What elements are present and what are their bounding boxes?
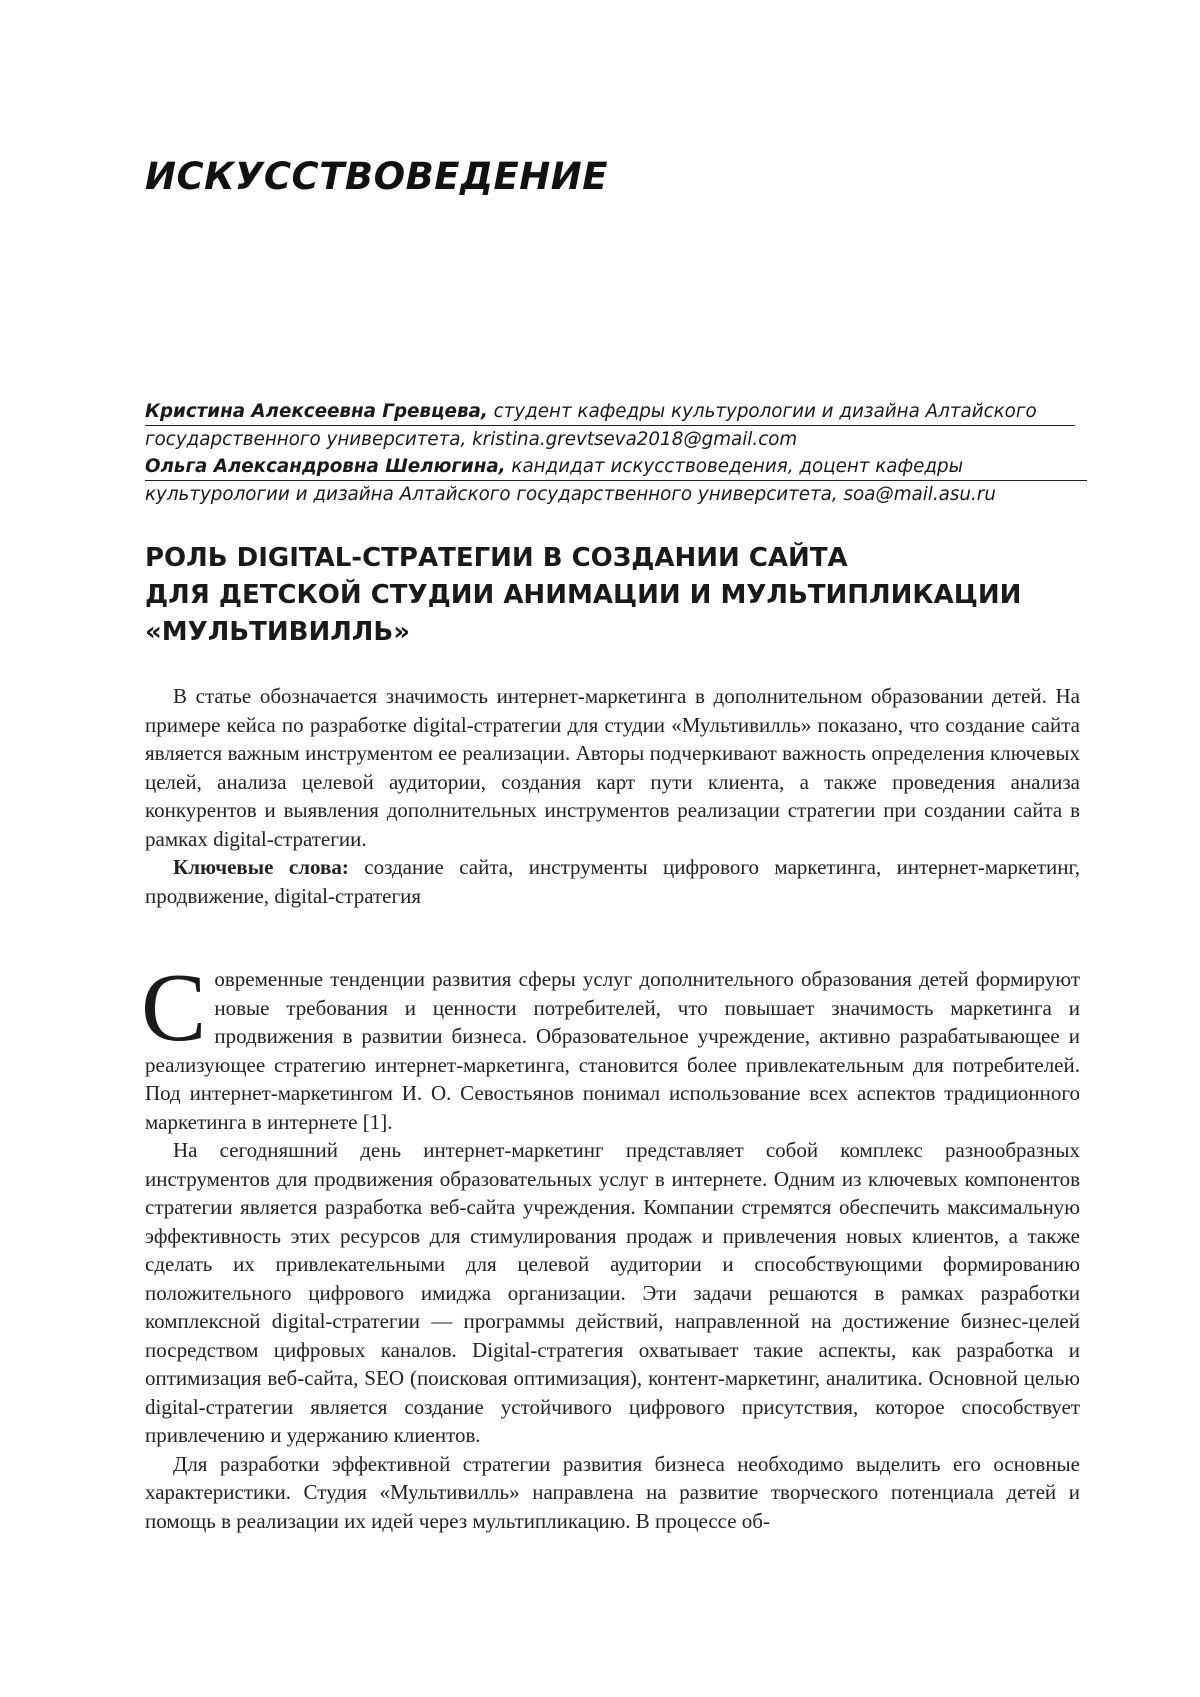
page	[0, 0, 1200, 1697]
article-title-line-3: «МУЛЬТИВИЛЛЬ»	[145, 614, 1095, 651]
body-paragraph-3: Для разработки эффективной стратегии развития бизнеса необходимо выделить его основные характеристики. Студия «Мультивилль» направлена на развитие творческого потенциала детей и помощь в реализации их идей через мультипликацию. В процессе об-	[145, 1450, 1080, 1536]
author-1-affiliation: студент кафедры культурологии и дизайна Алтайского	[488, 401, 1037, 422]
article-title-line-2: ДЛЯ ДЕТСКОЙ СТУДИИ АНИМАЦИИ И МУЛЬТИПЛИКАЦИИ	[145, 577, 1095, 614]
abstract-text: В статье обозначается значимость интернет-маркетинга в дополнительном образовании детей. На примере кейса по разработке digital-стратегии для студии «Мультивилль» показано, что создание сайта является важным инструментом ее реализации. Авторы подчеркивают важность определения ключевых целей, анализа целевой аудитории, создания карт пути клиента, а также проведения анализа конкурентов и выявления дополнительных инструментов реализации стратегии при создании сайта в рамках digital-стратегии.	[145, 682, 1080, 853]
author-2-affiliation: кандидат искусствоведения, доцент кафедры	[506, 456, 963, 477]
keywords	[145, 853, 1080, 910]
author-2-line-1	[145, 453, 1087, 481]
keywords-label: Ключевые слова:	[173, 855, 349, 879]
body-paragraph-1-text: овременные тенденции развития сферы услуг дополнительного образования детей формируют новые требования и ценности потребителей, что повышает значимость маркетинга и продвижения в развитии бизнеса. Образовательное учреждение, активно разрабатывающее и реализующее стратегию интернет-маркетинга, становится более привлекательным для потребителей. Под интернет-маркетингом И. О. Севостьянов понимал использование всех аспектов традиционного маркетинга в интернете [1].	[145, 967, 1080, 1134]
article-title	[145, 540, 1095, 651]
section-title: ИСКУССТВОВЕДЕНИЕ	[145, 155, 608, 198]
body-paragraph-1	[145, 965, 1080, 1136]
keywords-list: создание сайта, инструменты цифрового маркетинга, интернет-маркетинг, продвижение, digital-стратегия	[145, 855, 1080, 908]
author-1	[145, 398, 1070, 453]
article-body	[145, 965, 1080, 1535]
author-2-line-2: культурологии и дизайна Алтайского государственного университета, soa@mail.asu.ru	[145, 481, 1070, 508]
author-1-line-1	[145, 398, 1075, 426]
body-paragraph-2: На сегодняшний день интернет-маркетинг представляет собой комплекс разнообразных инструментов для продвижения образовательных услуг в интернете. Одним из ключевых компонентов стратегии является разработка веб-сайта учреждения. Компании стремятся обеспечить максимальную эффективность этих ресурсов для стимулирования продаж и привлечения новых клиентов, а также сделать их привлекательными для целевой аудитории и способствующими формированию положительного цифрового имиджа организации. Эти задачи решаются в рамках разработки комплексной digital-стратегии — программы действий, направленной на достижение бизнес-целей посредством цифровых каналов. Digital-стратегия охватывает такие аспекты, как разработка и оптимизация веб-сайта, SEO (поисковая оптимизация), контент-маркетинг, аналитика. Основной целью digital-стратегии является создание устойчивого цифрового присутствия, которое способствует привлечению и удержанию клиентов.	[145, 1136, 1080, 1450]
author-2	[145, 453, 1070, 508]
authors-block	[145, 398, 1070, 508]
abstract	[145, 682, 1080, 910]
author-1-name: Кристина Алексеевна Гревцева,	[145, 401, 488, 422]
drop-cap: С	[141, 969, 206, 1049]
author-2-name: Ольга Александровна Шелюгина,	[145, 456, 506, 477]
author-1-line-2: государственного университета, kristina.grevtseva2018@gmail.com	[145, 426, 1070, 453]
article-title-line-1: РОЛЬ DIGITAL-СТРАТЕГИИ В СОЗДАНИИ САЙТА	[145, 540, 1095, 577]
